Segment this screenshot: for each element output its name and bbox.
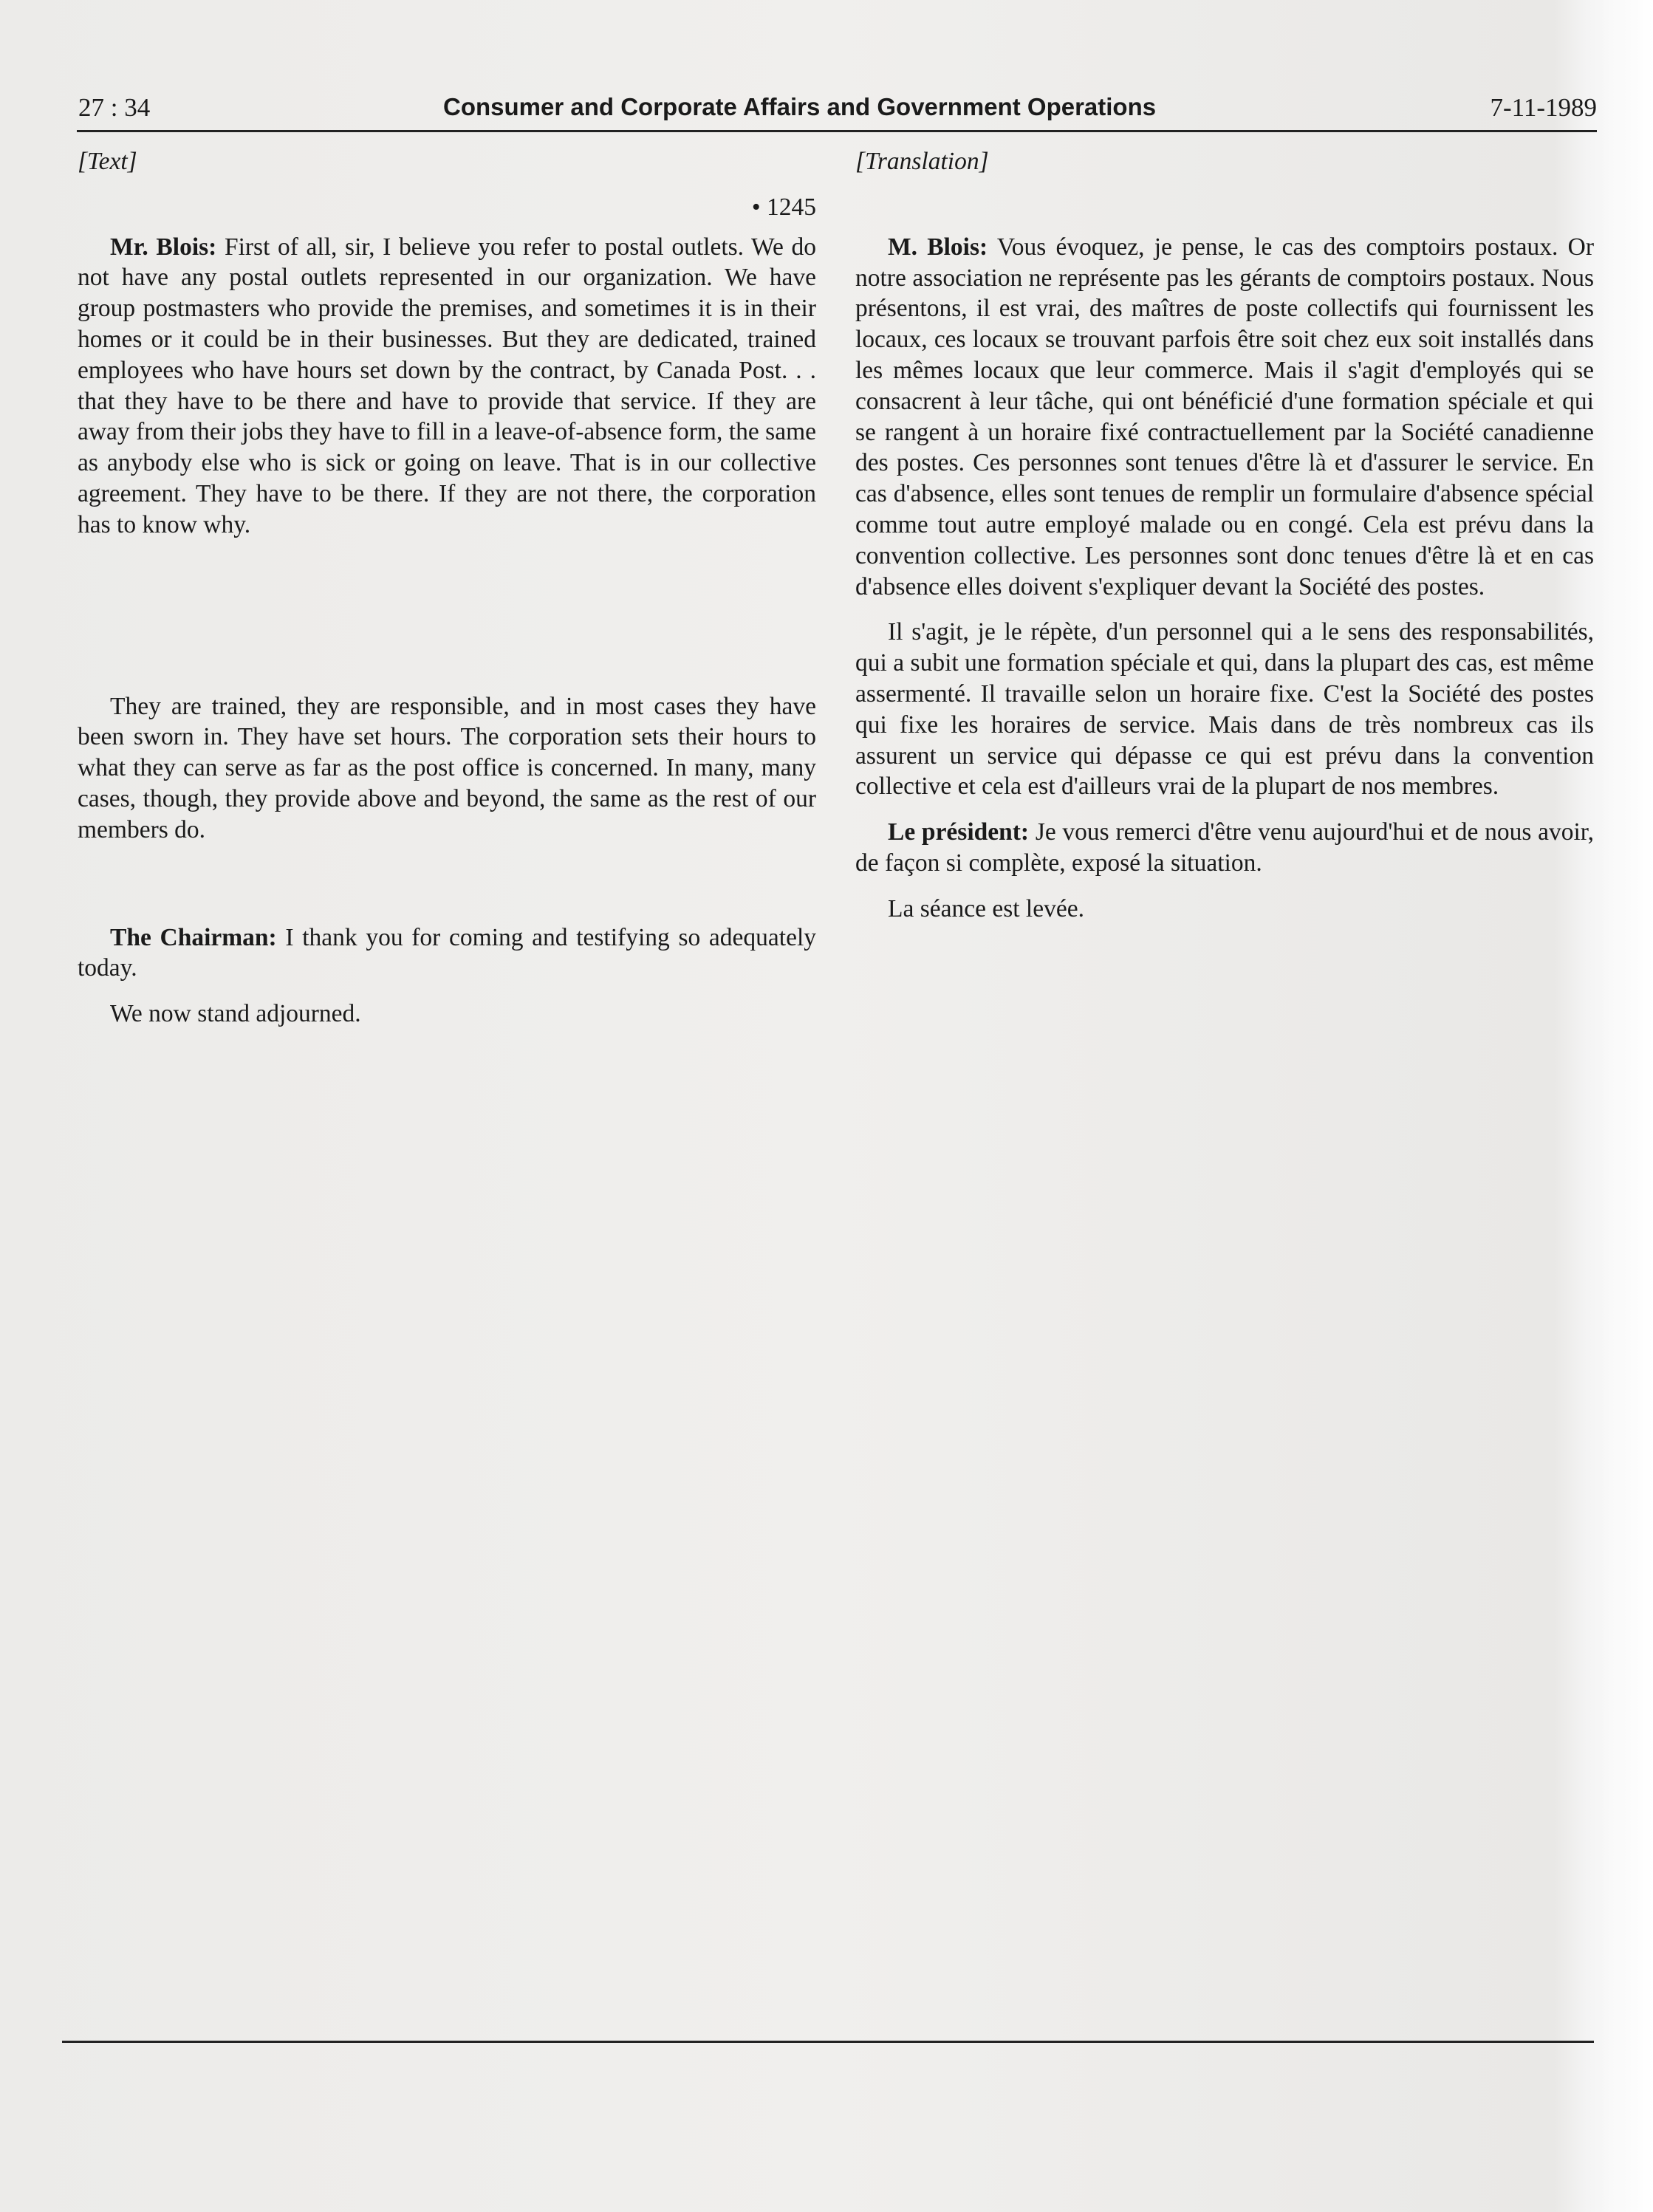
paragraph bbox=[78, 232, 816, 541]
language-tag: [Translation] bbox=[855, 148, 989, 175]
paragraph-text: La séance est levée. bbox=[888, 894, 1084, 922]
page-header bbox=[78, 93, 1597, 129]
timestamp: • 1245 bbox=[751, 193, 816, 221]
speaker-name: The Chairman: bbox=[110, 923, 277, 951]
paragraph bbox=[78, 922, 816, 985]
paragraph bbox=[855, 817, 1594, 879]
speaker-name: M. Blois: bbox=[888, 233, 988, 261]
paragraph-text: Il s'agit, je le répète, d'un personnel qui a le sens des responsabilités, qui a subit une formation spéciale et qui, dans la plupart des cas, est même assermenté. Il travaille selon un horaire fixe. C'est la Société des postes qui fixe les horaires de service. Mais dans de très nombreux cas ils assurent un service qui dépasse ce qui est prévu dans la convention collective et cela est d'ailleurs vrai de la plupart de nos membres. bbox=[855, 618, 1594, 801]
paragraph-text: I thank you for coming and testifying so adequately today. bbox=[78, 923, 816, 982]
paragraph-text: They are trained, they are responsible, and in most cases they have been sworn in. They have set hours. The corporation sets their hours to what they can serve as far as the post office is concerned. In many, many cases, though, they provide above and beyond, the same as the rest of our members do. bbox=[78, 692, 816, 843]
paragraph bbox=[78, 999, 816, 1030]
paragraph bbox=[855, 894, 1594, 925]
paragraph-text: Vous évoquez, je pense, le cas des comptoirs postaux. Or notre association ne représente pas les gérants de comptoirs postaux. Nous présentons, il est vrai, des maîtres de poste collectifs qui fournissent les locaux, ces locaux se trouvant parfois être soit chez eux soit installés dans les mêmes locaux que leur commerce. Mais il s'agit d'employés qui se consacrent à leur tâche, qui ont bénéficié d'une formation spéciale et qui se rangent à un horaire fixé contractuellement par la Société canadienne des postes. Ces personnes sont tenues d'être là et d'assurer le service. En cas d'absence, elles sont tenues de remplir un formulaire d'absence spécial comme tout autre employé malade ou en congé. Cela est prévu dans la convention collective. Les personnes sont donc tenues d'être là et en cas d'absence elles doivent s'expliquer devant la Société des postes. bbox=[855, 233, 1594, 600]
paragraph bbox=[855, 617, 1594, 802]
speaker-name: Mr. Blois: bbox=[110, 233, 217, 261]
paragraph-text: Je vous remerci d'être venu aujourd'hui et de nous avoir, de façon si complète, exposé la situation. bbox=[855, 818, 1594, 877]
french-column bbox=[855, 146, 1594, 925]
page-edge bbox=[1601, 0, 1653, 2212]
page-number: 27 : 34 bbox=[78, 93, 151, 122]
paragraph-text: First of all, sir, I believe you refer to postal outlets. We do not have any postal outlets represented in our organization. We have group postmasters who provide the premises, and sometimes it is in their homes or it could be in their businesses. But they are dedicated, trained employees who have hours set down by the contract, by Canada Post. . . that they have to be there and have to provide that service. If they are away from their jobs they have to fill in a leave-of-absence form, the same as anybody else who is sick or going on leave. That is in our collective agreement. They have to be there. If they are not there, the corporation has to know why. bbox=[78, 233, 816, 538]
footer-rule bbox=[62, 2041, 1594, 2043]
running-title: Consumer and Corporate Affairs and Government Operations bbox=[443, 93, 1157, 120]
paragraph bbox=[855, 232, 1594, 603]
paragraph-text: We now stand adjourned. bbox=[110, 1000, 361, 1028]
show-through-left bbox=[81, 872, 820, 2053]
english-column bbox=[78, 146, 816, 1030]
header-rule bbox=[77, 130, 1597, 132]
paragraph bbox=[78, 691, 816, 846]
speaker-name: Le président: bbox=[888, 818, 1030, 846]
language-tag: [Text] bbox=[78, 148, 137, 175]
header-date: 7-11-1989 bbox=[1490, 93, 1597, 122]
